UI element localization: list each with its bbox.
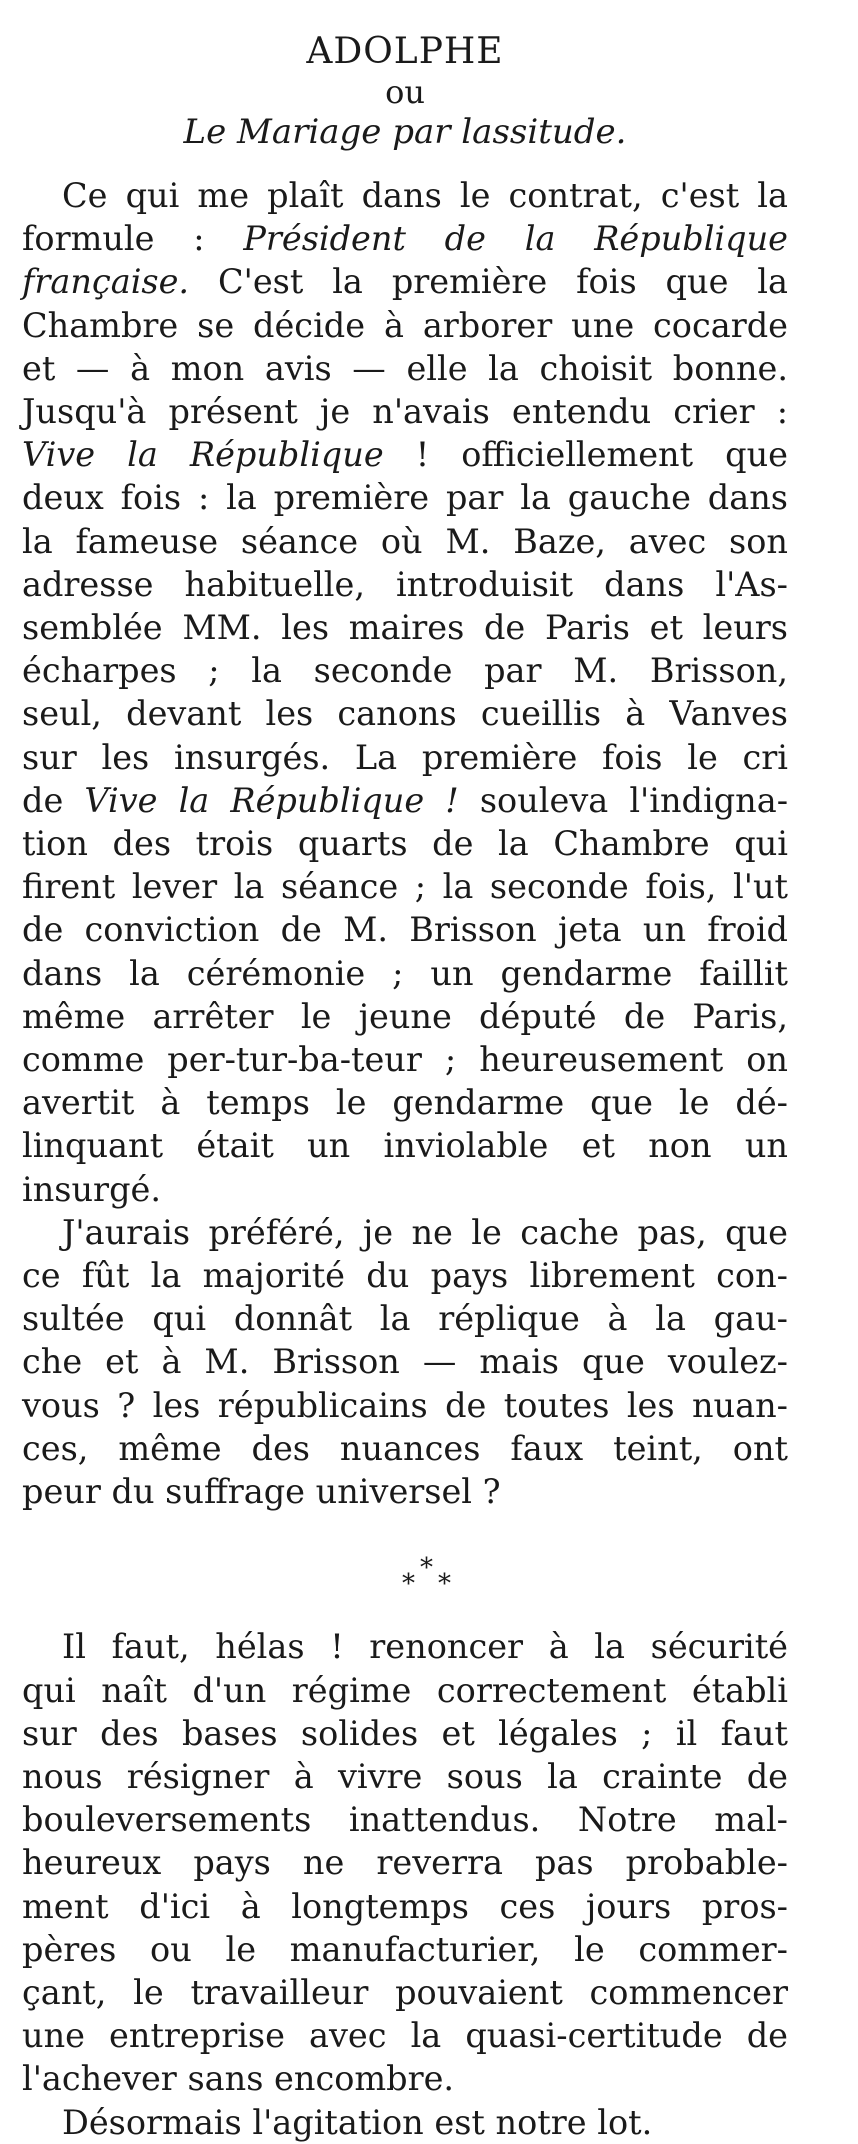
title-connector: ou (385, 73, 425, 111)
text-line (22, 1841, 788, 1884)
text-line (22, 1712, 788, 1755)
paragraph-agitation (22, 2101, 788, 2144)
article-title: ADOLPHE (306, 31, 504, 72)
text-line (22, 563, 788, 606)
text-line (22, 1669, 788, 1712)
text-segment: peur du suffrage universel ? (22, 1472, 501, 1512)
text-segment: même arrêter le jeune député de Paris, (22, 996, 788, 1036)
text-segment: Jusqu'à présent je n'avais entendu crier : (22, 392, 788, 432)
text-segment: J'aurais préféré, je ne le cache pas, que (62, 1212, 788, 1252)
text-segment: Ce qui me plaît dans le contrat, c'est la (62, 176, 788, 215)
text-line (22, 779, 788, 822)
text-segment: adresse habituelle, introduisit dans l'As- (22, 564, 788, 604)
text-segment: çant, le travailleur pouvaient commencer (22, 1972, 788, 2012)
italic-phrase: Vive la République (22, 435, 384, 475)
text-line (22, 1211, 788, 1254)
text-segment: dans la cérémonie ; un gendarme faillit (22, 953, 788, 993)
text-segment: linquant était un inviolable et non un (22, 1126, 788, 1166)
text-segment: bouleversements inattendus. Notre mal- (22, 1800, 788, 1840)
text-line (22, 1297, 788, 1340)
text-line (22, 520, 788, 563)
text-segment: une entreprise avec la quasi-certitude de (22, 2016, 788, 2056)
italic-phrase: française. (22, 262, 190, 302)
text-segment: sur les insurgés. La première fois le cri (22, 737, 788, 777)
text-line (22, 2014, 788, 2057)
text-line (22, 1427, 788, 1470)
text-line (22, 1038, 788, 1081)
text-line (22, 304, 788, 347)
text-segment: Il faut, hélas ! renoncer à la sécurité (62, 1627, 788, 1667)
italic-phrase: Vive la République ! (84, 780, 459, 820)
text-line (22, 952, 788, 995)
text-segment: insurgé. (22, 1169, 161, 1209)
text-segment: sur des bases solides et légales ; il faut (22, 1713, 788, 1753)
text-line (22, 1755, 788, 1798)
text-segment: pères ou le manufacturier, le commer- (22, 1929, 788, 1969)
text-line (22, 908, 788, 951)
text-segment: de (22, 780, 85, 820)
text-line (22, 1081, 788, 1124)
text-segment: sultée qui donnât la réplique à la gau- (22, 1299, 788, 1339)
text-line (22, 476, 788, 519)
text-segment: de conviction de M. Brisson jeta un froid (22, 910, 788, 950)
text-line (22, 1168, 788, 1211)
text-segment: firent lever la séance ; la seconde fois, l'ut (22, 867, 788, 907)
text-line (22, 1971, 788, 2014)
text-line (22, 865, 788, 908)
article-subtitle: Le Mariage par lassitude. (183, 112, 627, 152)
text-segment: la fameuse séance où M. Baze, avec son (22, 521, 788, 561)
text-line (22, 347, 788, 390)
text-segment: et — à mon avis — elle la choisit bonne. (22, 348, 788, 388)
separator-star: * (402, 1569, 415, 1600)
text-segment: avertit à temps le gendarme que le dé- (22, 1083, 788, 1123)
text-segment: formule : (22, 219, 244, 259)
text-line (22, 692, 788, 735)
text-segment: nous résigner à vivre sous la crainte de (22, 1756, 788, 1796)
text-segment: heureux pays ne reverra pas probable- (22, 1843, 788, 1883)
text-line (22, 1470, 788, 1513)
text-segment: ment d'ici à longtemps ces jours pros- (22, 1886, 788, 1926)
text-line (22, 1384, 788, 1427)
text-segment: seul, devant les canons cueillis à Vanves (22, 694, 788, 734)
text-line (22, 822, 788, 865)
text-segment: Désormais l'agitation est notre lot. (62, 2102, 653, 2142)
text-line (22, 1885, 788, 1928)
separator-star: * (420, 1553, 433, 1584)
text-line (22, 1124, 788, 1167)
text-segment: vous ? les républicains de toutes les nuan- (22, 1385, 788, 1425)
text-segment: ces, même des nuances faux teint, ont (22, 1428, 788, 1468)
text-line (22, 390, 788, 433)
text-line (22, 736, 788, 779)
text-line (22, 1625, 788, 1668)
text-line (22, 174, 788, 217)
section-separator (22, 1553, 788, 1600)
text-segment: tion des trois quarts de la Chambre qui (22, 824, 788, 864)
text-line (22, 2101, 788, 2144)
text-line (22, 995, 788, 1038)
text-segment: qui naît d'un régime correctement établi (22, 1670, 788, 1710)
italic-phrase: Président de la République (243, 219, 788, 259)
separator-star: * (438, 1569, 451, 1600)
text-segment: deux fois : la première par la gauche dans (22, 478, 788, 518)
paragraph-security (22, 1625, 788, 2100)
text-line (22, 260, 788, 303)
text-segment: ce fût la majorité du pays librement con- (22, 1256, 788, 1296)
text-line (22, 217, 788, 260)
text-line (22, 433, 788, 476)
text-line (22, 1254, 788, 1297)
text-segment: che et à M. Brisson — mais que voulez- (22, 1342, 788, 1382)
text-line (22, 1798, 788, 1841)
text-segment: écharpes ; la seconde par M. Brisson, (22, 651, 788, 691)
text-segment: semblée MM. les maires de Paris et leurs (22, 608, 788, 648)
text-segment: ! officiellement que (383, 435, 788, 475)
text-line (22, 649, 788, 692)
text-line (22, 1340, 788, 1383)
text-line (22, 606, 788, 649)
paragraph-suffrage (22, 1211, 788, 1513)
text-segment: l'achever sans encombre. (22, 2059, 455, 2099)
text-segment: comme per-tur-ba-teur ; heureusement on (22, 1040, 788, 1080)
text-line (22, 1928, 788, 1971)
text-segment: C'est la première fois que la (189, 262, 788, 302)
paragraph-contract (22, 174, 788, 1211)
text-segment: Chambre se décide à arborer une cocarde (22, 305, 788, 345)
text-segment: souleva l'indigna- (458, 780, 789, 820)
text-line (22, 2057, 788, 2100)
